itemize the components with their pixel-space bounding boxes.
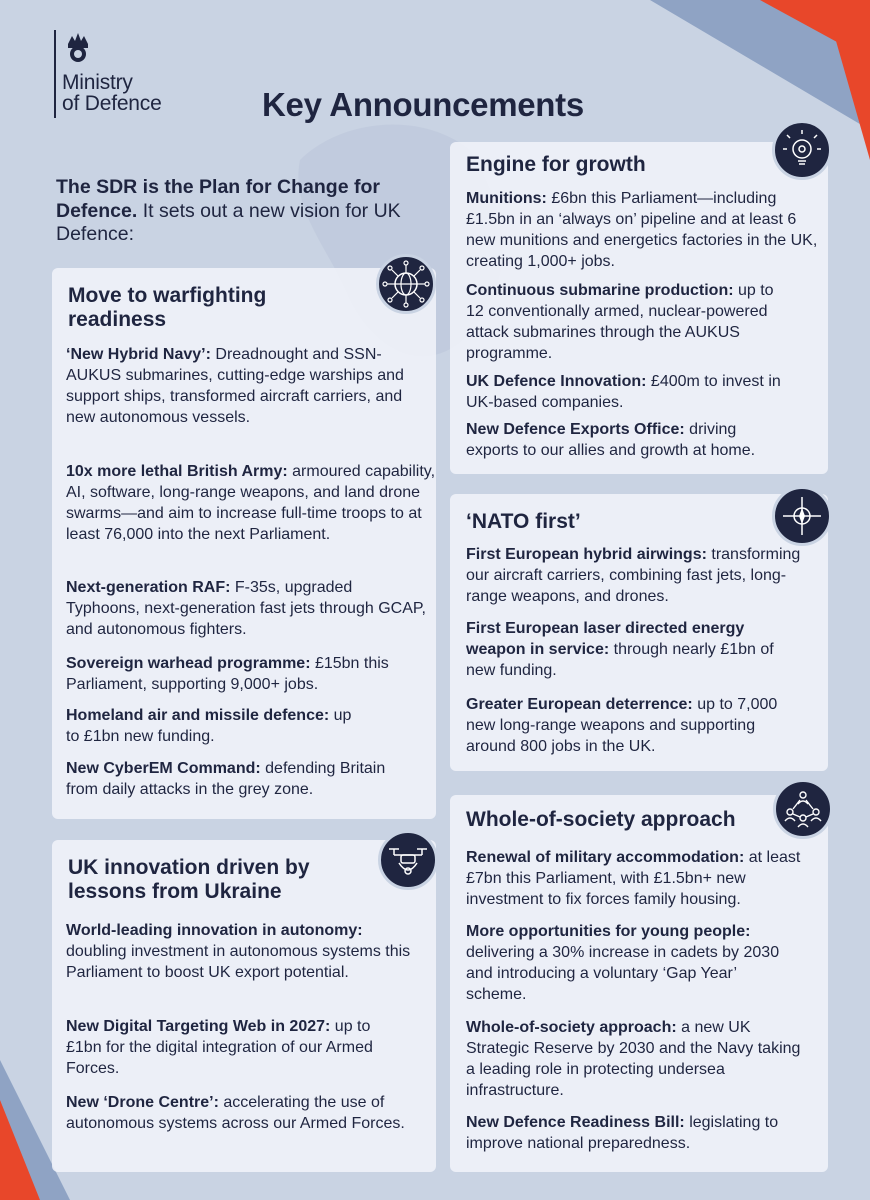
item-bold: Continuous submarine production:	[466, 282, 734, 299]
list-item	[466, 921, 786, 1005]
item-bold: First European laser directed energy weapon in service:	[466, 620, 745, 658]
item-text: doubling investment in autonomous systems this Parliament to boost UK export potential.	[66, 943, 411, 981]
list-item	[66, 1092, 411, 1134]
drone-icon	[378, 830, 438, 890]
list-item	[466, 419, 786, 461]
list-item	[466, 188, 821, 272]
item-bold: New Digital Targeting Web in 2027:	[66, 1018, 331, 1035]
item-text: legislating to improve national preparedness.	[466, 1114, 779, 1152]
item-bold: UK Defence Innovation:	[466, 373, 647, 390]
list-item	[466, 371, 786, 413]
card-title: ‘NATO first’	[466, 510, 581, 533]
logo-line-2: of Defence	[62, 92, 162, 115]
item-text: through nearly £1bn of new funding.	[466, 641, 774, 679]
list-item	[66, 577, 426, 640]
card-growth	[450, 142, 828, 474]
item-bold: Homeland air and missile defence:	[66, 707, 330, 724]
list-item	[466, 280, 776, 364]
list-item	[466, 544, 826, 607]
item-text: £6bn this Parliament—including £1.5bn in an ‘always on’ pipeline and at least 6 new munitions and energetics factories in the UK, creating 1,000+ jobs.	[466, 190, 818, 270]
card-nato	[450, 494, 828, 771]
item-text: delivering a 30% increase in cadets by 2030 and introducing a voluntary ‘Gap Year’ scheme.	[466, 944, 780, 1003]
intro-bold: The SDR is the Plan for Change for Defence.	[56, 176, 380, 222]
list-item	[66, 705, 366, 747]
list-item	[66, 461, 436, 545]
item-bold: Next-generation RAF:	[66, 579, 231, 596]
item-bold: New ‘Drone Centre’:	[66, 1094, 219, 1111]
list-item	[466, 618, 786, 681]
item-text: up to £1bn new funding.	[66, 707, 352, 745]
list-item	[466, 847, 816, 910]
card-ukraine	[52, 840, 436, 1172]
item-text: accelerating the use of autonomous systems across our Armed Forces.	[66, 1094, 405, 1132]
lightbulb-icon	[772, 120, 832, 180]
item-bold: Sovereign warhead programme:	[66, 655, 311, 672]
list-item	[66, 920, 416, 983]
logo-text	[62, 72, 202, 114]
list-item	[66, 653, 396, 695]
item-bold: 10x more lethal British Army:	[66, 463, 288, 480]
item-bold: Whole-of-society approach:	[466, 1019, 677, 1036]
logo-divider	[54, 30, 56, 118]
card-title: Engine for growth	[466, 153, 646, 176]
list-item	[66, 1016, 396, 1079]
royal-crest-icon	[64, 30, 92, 64]
item-text: transforming our aircraft carriers, combining fast jets, long-range weapons, and drones.	[466, 546, 801, 605]
item-bold: World-leading innovation in autonomy:	[66, 922, 363, 939]
card-title: Move to warfighting readiness	[68, 284, 267, 331]
card-society	[450, 795, 828, 1172]
intro-rest: It sets out a new vision for UK Defence:	[56, 199, 401, 245]
item-bold: Renewal of military accommodation:	[466, 849, 745, 866]
item-bold: New Defence Readiness Bill:	[466, 1114, 685, 1131]
item-text: up to 7,000 new long-range weapons and supporting around 800 jobs in the UK.	[466, 696, 778, 755]
item-text: driving exports to our allies and growth at home.	[466, 421, 756, 459]
item-text: at least £7bn this Parliament, with £1.5bn+ new investment to fix forces family housing.	[466, 849, 801, 908]
nato-compass-icon	[772, 486, 832, 546]
item-text: defending Britain from daily attacks in the grey zone.	[66, 760, 386, 798]
item-text: up to £1bn for the digital integration of our Armed Forces.	[66, 1018, 373, 1077]
list-item	[466, 1112, 801, 1154]
item-text: a new UK Strategic Reserve by 2030 and the Navy taking a leading role in protecting undersea infrastructure.	[466, 1019, 801, 1099]
item-bold: First European hybrid airwings:	[466, 546, 707, 563]
item-bold: New CyberEM Command:	[66, 760, 261, 777]
item-text: £400m to invest in UK-based companies.	[466, 373, 781, 411]
list-item	[66, 344, 426, 428]
item-text: F-35s, upgraded Typhoons, next-generation fast jets through GCAP, and autonomous fighters.	[66, 579, 426, 638]
card-warfighting	[52, 268, 436, 819]
card-title: Whole-of-society approach	[466, 808, 736, 831]
item-bold: New Defence Exports Office:	[466, 421, 685, 438]
item-bold: ‘New Hybrid Navy’:	[66, 346, 211, 363]
list-item	[66, 758, 416, 800]
list-item	[466, 694, 791, 757]
item-text: £15bn this Parliament, supporting 9,000+ jobs.	[66, 655, 389, 693]
item-bold: Greater European deterrence:	[466, 696, 693, 713]
item-text: up to 12 conventionally armed, nuclear-powered attack submarines through the AUKUS programme.	[466, 282, 774, 362]
page-title: Key Announcements	[262, 86, 584, 123]
people-network-icon	[773, 779, 833, 839]
list-item	[466, 1017, 801, 1101]
item-bold: Munitions:	[466, 190, 547, 207]
item-text: Dreadnought and SSN-AUKUS submarines, cutting-edge warships and support ships, transformed aircraft carriers, and new autonomous vessels.	[66, 346, 404, 426]
logo-line-1: Ministry	[62, 71, 133, 94]
card-title: UK innovation driven by lessons from Ukraine	[68, 856, 310, 903]
item-text: armoured capability, AI, software, long-range weapons, and land drone swarms—and aim to increase full-time troops to at least 76,000 into the next Parliament.	[66, 463, 436, 543]
intro-text	[56, 176, 406, 247]
network-globe-icon	[376, 254, 436, 314]
item-bold: More opportunities for young people:	[466, 923, 751, 940]
